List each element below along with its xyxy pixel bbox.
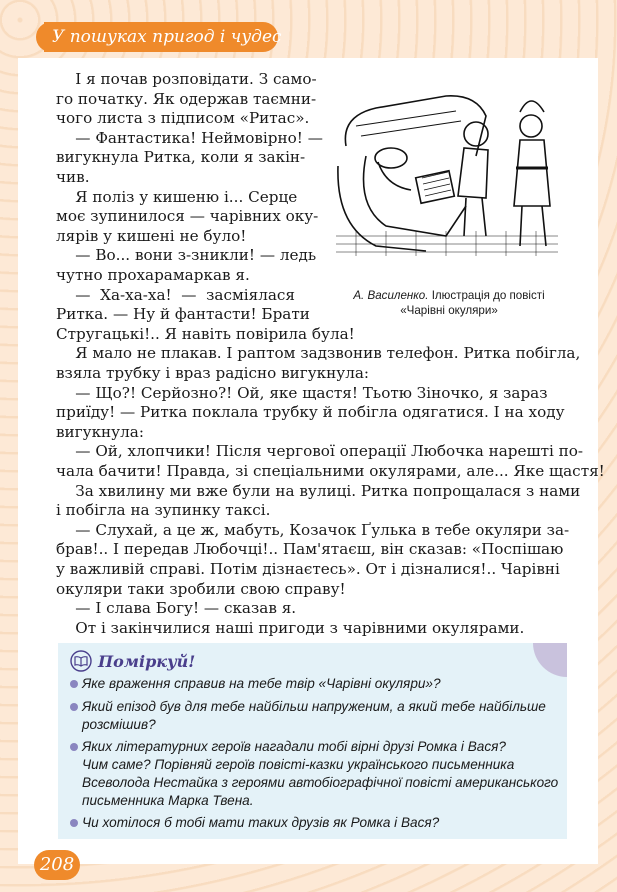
question-text: Яке враження справив на тебе твір «Чарівні окуляри»? — [82, 676, 441, 691]
text-line: От і закінчилися наші пригоди з чарівними окулярами. — [56, 618, 525, 637]
think-title — [70, 649, 195, 673]
text-line: і побігла на зупинку таксі. — [56, 501, 271, 520]
bullet-icon — [70, 743, 78, 751]
question-text: Який епізод був для тебе найбільш напруженим, а який тебе найбільше розсмішив? — [82, 699, 546, 732]
think-box — [58, 643, 567, 839]
question-item — [72, 698, 546, 734]
section-header-title: У пошуках пригод і чудес — [52, 27, 282, 47]
caption-author: А. Василенко. — [353, 289, 429, 302]
text-line: — І слава Богу! — сказав я. — [56, 599, 297, 618]
caption-text: Ілюстрація до повісті — [431, 289, 545, 302]
text-line: Ритка. — Ну й фантасти! Брати — [56, 305, 310, 324]
text-line: І я почав розповідати. З само- — [56, 70, 317, 88]
open-book-icon — [70, 650, 92, 672]
text-line: чого листа з підписом «Ритас». — [56, 109, 310, 128]
text-line: — Фантастика! Неймовірно! — — [56, 128, 323, 147]
text-line: окуляри таки зробили свою справу! — [56, 579, 346, 598]
text-line: Стругацькі!.. Я навіть повірила була! — [56, 324, 355, 343]
question-item — [72, 675, 441, 693]
text-line: чутно прохарамаркав я. — [56, 266, 250, 284]
text-line: — Ой, хлопчики! Після чергової операції Любочка нарешті по- — [56, 442, 584, 461]
text-line: лярів у кишені не було! — [56, 226, 247, 245]
text-line: брав!.. І передав Любочці!.. Пам'ятаєш, він сказав: «Поспішаю — [56, 540, 564, 559]
text-line: взяла трубку і враз радісно вигукнула: — [56, 364, 370, 382]
text-line: Я мало не плакав. І раптом задзвонив телефон. Ритка побігла, — [56, 344, 581, 363]
text-line: моє зупинилося — чарівних оку- — [56, 207, 319, 226]
text-line: Я поліз у кишеню і... Серце — [56, 187, 298, 206]
text-line: — Во... вони з-зникли! — ледь — [56, 246, 317, 265]
text-line: вигукнула: — [56, 422, 144, 441]
bullet-icon — [70, 680, 78, 688]
caption-title: «Чарівні окуляри» — [400, 304, 498, 317]
story-illustration — [336, 86, 558, 256]
page-number-text: 208 — [39, 854, 75, 875]
text-line: — Ха-ха-ха! — засміялася — [56, 285, 296, 304]
text-line: За хвилину ми вже були на вулиці. Ритка попрощалася з нами — [56, 481, 581, 500]
section-header — [44, 22, 282, 52]
text-line: — Що?! Серйозно?! Ой, яке щастя! Тьотю Зіночко, я зараз — [56, 383, 548, 402]
decorative-corner — [533, 643, 567, 677]
text-line: го початку. Як одержав таємни- — [56, 89, 317, 108]
text-line: вигукнула Ритка, коли я закін- — [56, 148, 306, 167]
text-line: у важливій справі. Потім дізнаєтесь». От і дізналися!.. Чарівні — [56, 560, 560, 578]
bullet-icon — [70, 819, 78, 827]
text-line: — Слухай, а це ж, мабуть, Козачок Ґулька в тебе окуляри за- — [56, 520, 570, 539]
page-number — [34, 850, 80, 880]
question-item — [72, 814, 439, 832]
bullet-icon — [70, 703, 78, 711]
figure-caption — [336, 288, 562, 318]
question-item — [72, 738, 558, 810]
text-line: чив. — [56, 168, 90, 186]
think-title-label: Поміркуй! — [98, 651, 196, 671]
question-text: Яких літературних героїв нагадали тобі вірні друзі Ромка і Вася? Чим саме? Порівняй героїв повісті-казки українського письменника Всеволода Нестайка з героями автобіографічної повісті американського письменника Марка Твена. — [82, 739, 559, 808]
text-line: чала бачити! Правда, зі спеціальними окулярами, але... Яке щастя! — [56, 462, 605, 480]
text-line: приїду! — Ритка поклала трубку й побігла одягатися. І на ходу — [56, 403, 565, 422]
question-text: Чи хотілося б тобі мати таких друзів як Ромка і Вася? — [82, 815, 440, 830]
